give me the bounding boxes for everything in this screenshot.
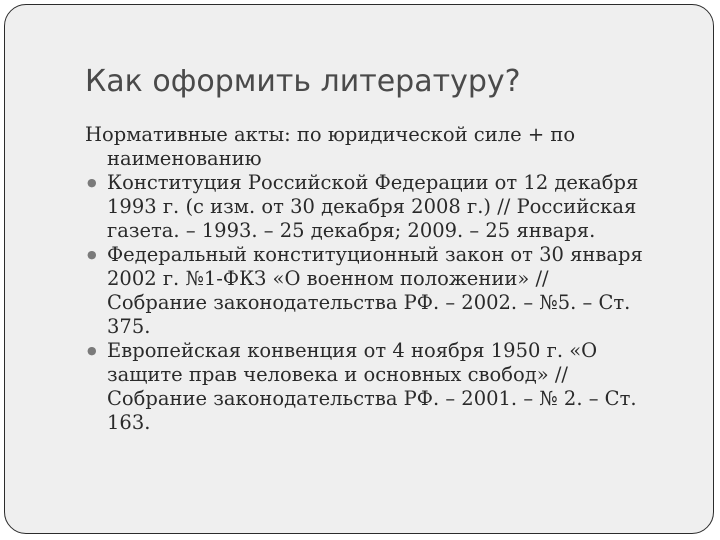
slide-body (85, 123, 675, 435)
item-3-line-4: 163. (107, 411, 151, 434)
item-1-line-1: Конституция Российской Федерации от 12 декабря (107, 171, 639, 194)
list-item-european-convention (85, 339, 675, 435)
item-3-line-2: защите прав человека и основных свобод» // (107, 363, 568, 386)
item-1-line-2: 1993 г. (с изм. от 30 декабря 2008 г.) // Российская (107, 195, 637, 218)
intro-line-1: Нормативные акты: по юридической силе + по (85, 123, 576, 146)
item-1-line-3: газета. – 1993. – 25 декабря; 2009. – 25 января. (107, 219, 596, 242)
slide-frame (4, 4, 714, 534)
bullet-icon: ● (87, 344, 97, 357)
slide-title: Как оформить литературу? (85, 64, 521, 99)
bullet-icon: ● (87, 248, 97, 261)
intro-paragraph (85, 123, 675, 171)
intro-line-2: наименованию (107, 147, 262, 170)
list-item-federal-law (85, 243, 675, 339)
item-2-line-4: 375. (107, 315, 151, 338)
item-2-line-2: 2002 г. №1-ФКЗ «О военном положении» // (107, 267, 549, 290)
item-2-line-1: Федеральный конституционный закон от 30 января (107, 243, 643, 266)
item-3-line-3: Собрание законодательства РФ. – 2001. – № 2. – Ст. (107, 387, 637, 410)
list-item-constitution (85, 171, 675, 243)
item-2-line-3: Собрание законодательства РФ. – 2002. – №5. – Ст. (107, 291, 631, 314)
item-3-line-1: Европейская конвенция от 4 ноября 1950 г. «О (107, 339, 598, 362)
bullet-icon: ● (87, 176, 97, 189)
